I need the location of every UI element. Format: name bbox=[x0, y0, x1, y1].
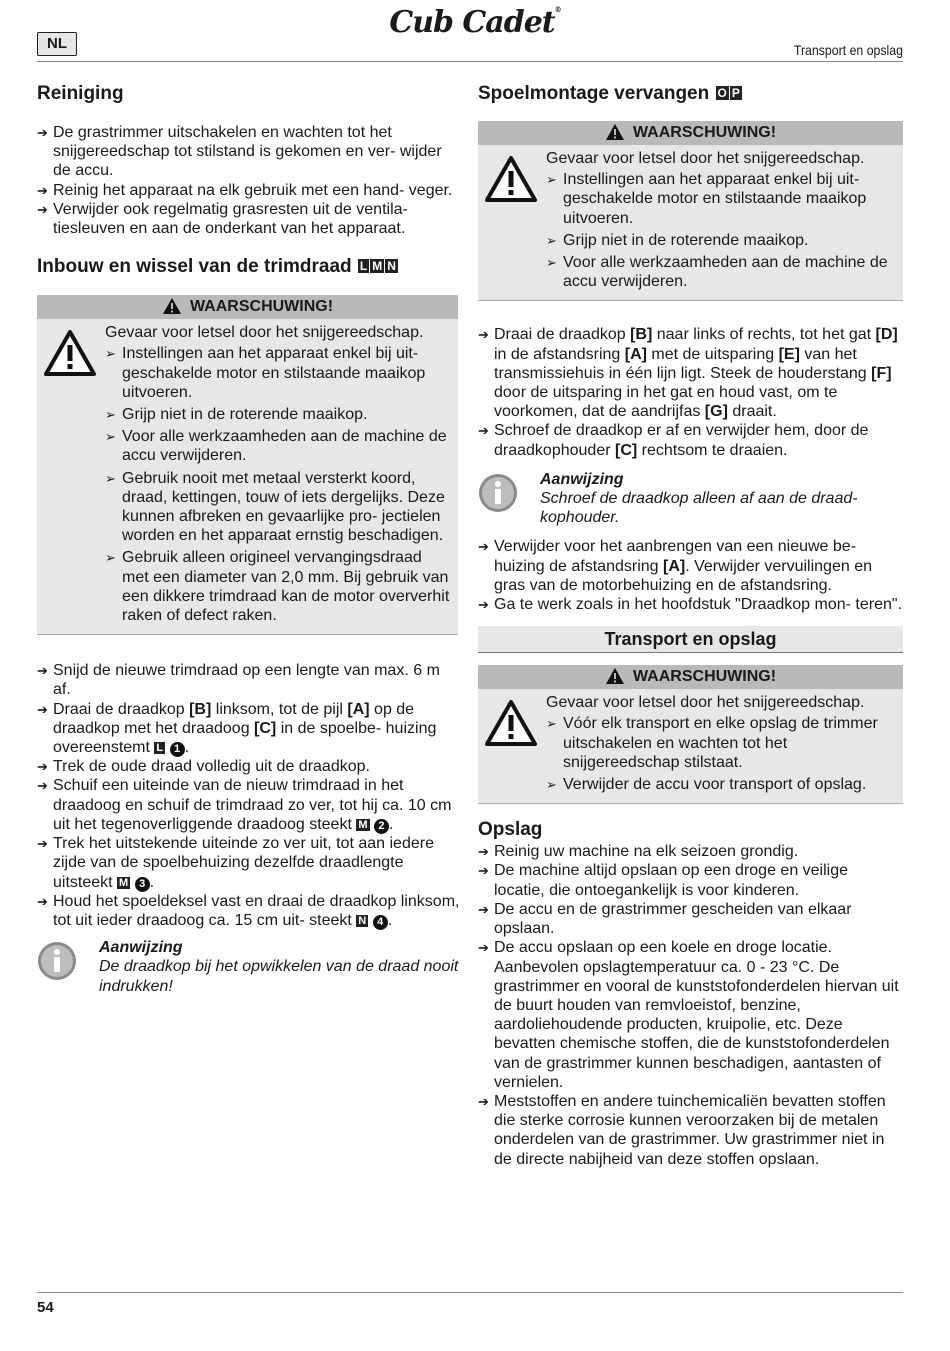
list-item: ➢ Instellingen aan het apparaat enkel bij uit- geschakelde motor en stilstaande maaikop uitvoeren. bbox=[105, 344, 452, 402]
warning-small-icon bbox=[162, 297, 182, 315]
list-item: ➔ De machine altijd opslaan op een droge en veilige locatie, die ontoegankelijk is voor kinderen. bbox=[478, 861, 903, 899]
opslag-list bbox=[478, 842, 903, 1168]
warning-header: WAARSCHUWING! bbox=[37, 295, 458, 319]
footer-rule bbox=[37, 1292, 903, 1293]
figure-tag: N bbox=[358, 914, 367, 927]
note-text: Schroef de draadkop alleen af aan de draad- kophouder. bbox=[540, 490, 858, 527]
step-number: 1 bbox=[170, 742, 185, 757]
note-title: Aanwijzing bbox=[99, 939, 183, 957]
list-item: ➢ Gebruik nooit met metaal versterkt koord, draad, kettingen, touw of iets dergelijks. Deze kunnen afbreken en gevaarlijke pro- jectielen worden en het apparaat ernstig beschadigen. bbox=[105, 469, 452, 546]
list-item: ➢ Voor alle werkzaamheden aan de machine de accu verwijderen. bbox=[546, 253, 897, 291]
brand-logo: Cub Cadet® bbox=[389, 5, 561, 40]
warning-small-icon bbox=[605, 667, 625, 685]
step-number: 3 bbox=[135, 877, 150, 892]
heading-reiniging: Reiniging bbox=[37, 83, 124, 104]
warning-body bbox=[37, 319, 458, 634]
heading-opslag: Opslag bbox=[478, 819, 543, 841]
list-item: ➢ Grijp niet in de roterende maaikop. bbox=[546, 231, 897, 250]
list-item: ➔ Ga te werk zoals in het hoofdstuk "Draadkop mon- teren". bbox=[478, 595, 903, 614]
warning-box bbox=[37, 295, 458, 635]
figure-tag: P bbox=[731, 86, 740, 100]
reiniging-list bbox=[37, 123, 460, 238]
warning-triangle-icon bbox=[484, 699, 538, 747]
list-item: ➔ Houd het spoeldeksel vast en draai de draadkop linksom, tot uit ieder draadoog ca. 15 cm uit- steekt N 4 . bbox=[37, 892, 460, 930]
list-item: ➢ Vóór elk transport en elke opslag de trimmer uitschakelen en wachten tot het snijgereedschap stilstaat. bbox=[546, 714, 897, 772]
warning-header: WAARSCHUWING! bbox=[478, 665, 903, 689]
spoel-steps bbox=[478, 325, 903, 459]
warning-list bbox=[105, 344, 452, 625]
figure-tag: L bbox=[156, 742, 164, 755]
warning-body bbox=[478, 145, 903, 300]
trimdraad-steps bbox=[37, 661, 460, 930]
header-section-title: Transport en opslag bbox=[793, 42, 903, 58]
right-column bbox=[478, 82, 903, 1169]
figure-tag: M bbox=[358, 818, 368, 831]
list-item: ➢ Verwijder de accu voor transport of opslag. bbox=[546, 775, 897, 794]
warning-triangle-icon bbox=[43, 329, 97, 377]
heading-spoelmontage: Spoelmontage vervangen O P bbox=[478, 83, 740, 104]
info-icon bbox=[478, 473, 518, 513]
note-box bbox=[37, 938, 460, 996]
heading-inbouw: Inbouw en wissel van de trimdraad L M N bbox=[37, 256, 396, 278]
warning-header: WAARSCHUWING! bbox=[478, 121, 903, 145]
warning-list bbox=[546, 170, 897, 291]
list-item: ➔ De grastrimmer uitschakelen en wachten tot het snijgereedschap tot stilstand is gekomen en ver- wijder de accu. bbox=[37, 123, 460, 181]
language-badge: NL bbox=[37, 32, 77, 56]
left-column bbox=[37, 82, 460, 996]
warning-box bbox=[478, 665, 903, 804]
list-item: ➢ Gebruik alleen origineel vervangingsdraad met een diameter van 2,0 mm. Bij gebruik van een dikkere trimdraad kan de motor oververhit raken of defect raken. bbox=[105, 548, 452, 625]
list-item: ➔ Meststoffen en andere tuinchemicaliën bevatten stoffen die sterke corrosie kunnen veroorzaken bij de metalen onderdelen van de grastrimmer. Uw grastrimmer niet in de directe nabijheid van deze stoffen opslaan. bbox=[478, 1092, 903, 1169]
list-item: ➔ Draai de draadkop [B] linksom, tot de pijl [A] op de draadkop met het draadoog [C] in de spoelbe- huizing overeenstemt L 1 . bbox=[37, 700, 460, 758]
note-title: Aanwijzing bbox=[540, 470, 624, 488]
list-item: ➔ De accu opslaan op een koele en droge locatie. Aanbevolen opslagtemperatuur ca. 0 - 23 °C. De grastrimmer en vooral de kunststofonderdelen hiervan uit de buurt houden van remvloeistof, benzine, aardoliehoudende producten, kruipolie, etc. Deze bevatten chemische stoffen, die de kunststofonderdelen van de grastrimmer kunnen beschadigen, aantasten of vernielen. bbox=[478, 938, 903, 1092]
warning-list bbox=[546, 714, 897, 794]
header-rule bbox=[37, 61, 903, 62]
warning-intro: Gevaar voor letsel door het snijgereedschap. bbox=[546, 694, 865, 712]
figure-tag: O bbox=[717, 86, 727, 100]
list-item: ➢ Voor alle werkzaamheden aan de machine de accu verwijderen. bbox=[105, 427, 452, 465]
list-item: ➢ Instellingen aan het apparaat enkel bij uit- geschakelde motor en stilstaande maaikop uitvoeren. bbox=[546, 170, 897, 228]
list-item: ➔ Reinig het apparaat na elk gebruik met een hand- veger. bbox=[37, 181, 460, 200]
list-item: ➔ Snijd de nieuwe trimdraad op een lengte van max. 6 m af. bbox=[37, 661, 460, 699]
list-item: ➔ Verwijder voor het aanbrengen van een nieuwe be- huizing de afstandsring [A]. Verwijder vervuilingen en gras van de motorbehuizing en de afstandsring. bbox=[478, 537, 903, 595]
figure-tag: L bbox=[359, 259, 368, 274]
warning-box bbox=[478, 121, 903, 301]
step-number: 4 bbox=[373, 915, 388, 930]
note-box bbox=[478, 470, 903, 528]
list-item: ➔ Schroef de draadkop er af en verwijder hem, door de draadkophouder [C] rechtsom te draaien. bbox=[478, 421, 903, 459]
warning-triangle-icon bbox=[484, 155, 538, 203]
list-item: ➔ Trek het uitstekende uiteinde zo ver uit, tot aan iedere zijde van de spoelbehuizing dezelfde draadlengte uitsteekt M 3 . bbox=[37, 834, 460, 892]
note-text: De draadkop bij het opwikkelen van de draad nooit indrukken! bbox=[99, 958, 459, 995]
warning-intro: Gevaar voor letsel door het snijgereedschap. bbox=[105, 324, 424, 342]
list-item: ➔ Draai de draadkop [B] naar links of rechts, tot het gat [D] in de afstandsring [A] met de uitsparing [E] van het transmissiehuis in één lijn ligt. Steek de houderstang [F] door de uitsparing in het gat en houd vast, om te voorkomen, dat de aandrijfas [G] draait. bbox=[478, 325, 903, 421]
figure-tag: M bbox=[372, 259, 383, 274]
list-item: ➔ Trek de oude draad volledig uit de draadkop. bbox=[37, 757, 460, 776]
list-item: ➔ Verwijder ook regelmatig grasresten uit de ventila- tiesleuven en aan de onderkant van het apparaat. bbox=[37, 200, 460, 238]
section-band-transport: Transport en opslag bbox=[478, 626, 903, 653]
info-icon bbox=[37, 941, 77, 981]
warning-body bbox=[478, 689, 903, 803]
warning-small-icon bbox=[605, 123, 625, 141]
figure-tag: M bbox=[119, 876, 129, 889]
step-number: 2 bbox=[374, 819, 389, 834]
list-item: ➔ De accu en de grastrimmer gescheiden van elkaar opslaan. bbox=[478, 900, 903, 938]
list-item: ➢ Grijp niet in de roterende maaikop. bbox=[105, 405, 452, 424]
figure-tag: N bbox=[387, 259, 396, 274]
list-item: ➔ Schuif een uiteinde van de nieuw trimdraad in het draadoog en schuif de trimdraad zo ver, tot hij ca. 10 cm uit het tegenoverliggende draadoog steekt M 2 . bbox=[37, 776, 460, 834]
warning-intro: Gevaar voor letsel door het snijgereedschap. bbox=[546, 150, 865, 167]
list-item: ➔ Reinig uw machine na elk seizoen grondig. bbox=[478, 842, 903, 861]
behuizing-steps bbox=[478, 537, 903, 614]
page-number: 54 bbox=[37, 1299, 54, 1316]
